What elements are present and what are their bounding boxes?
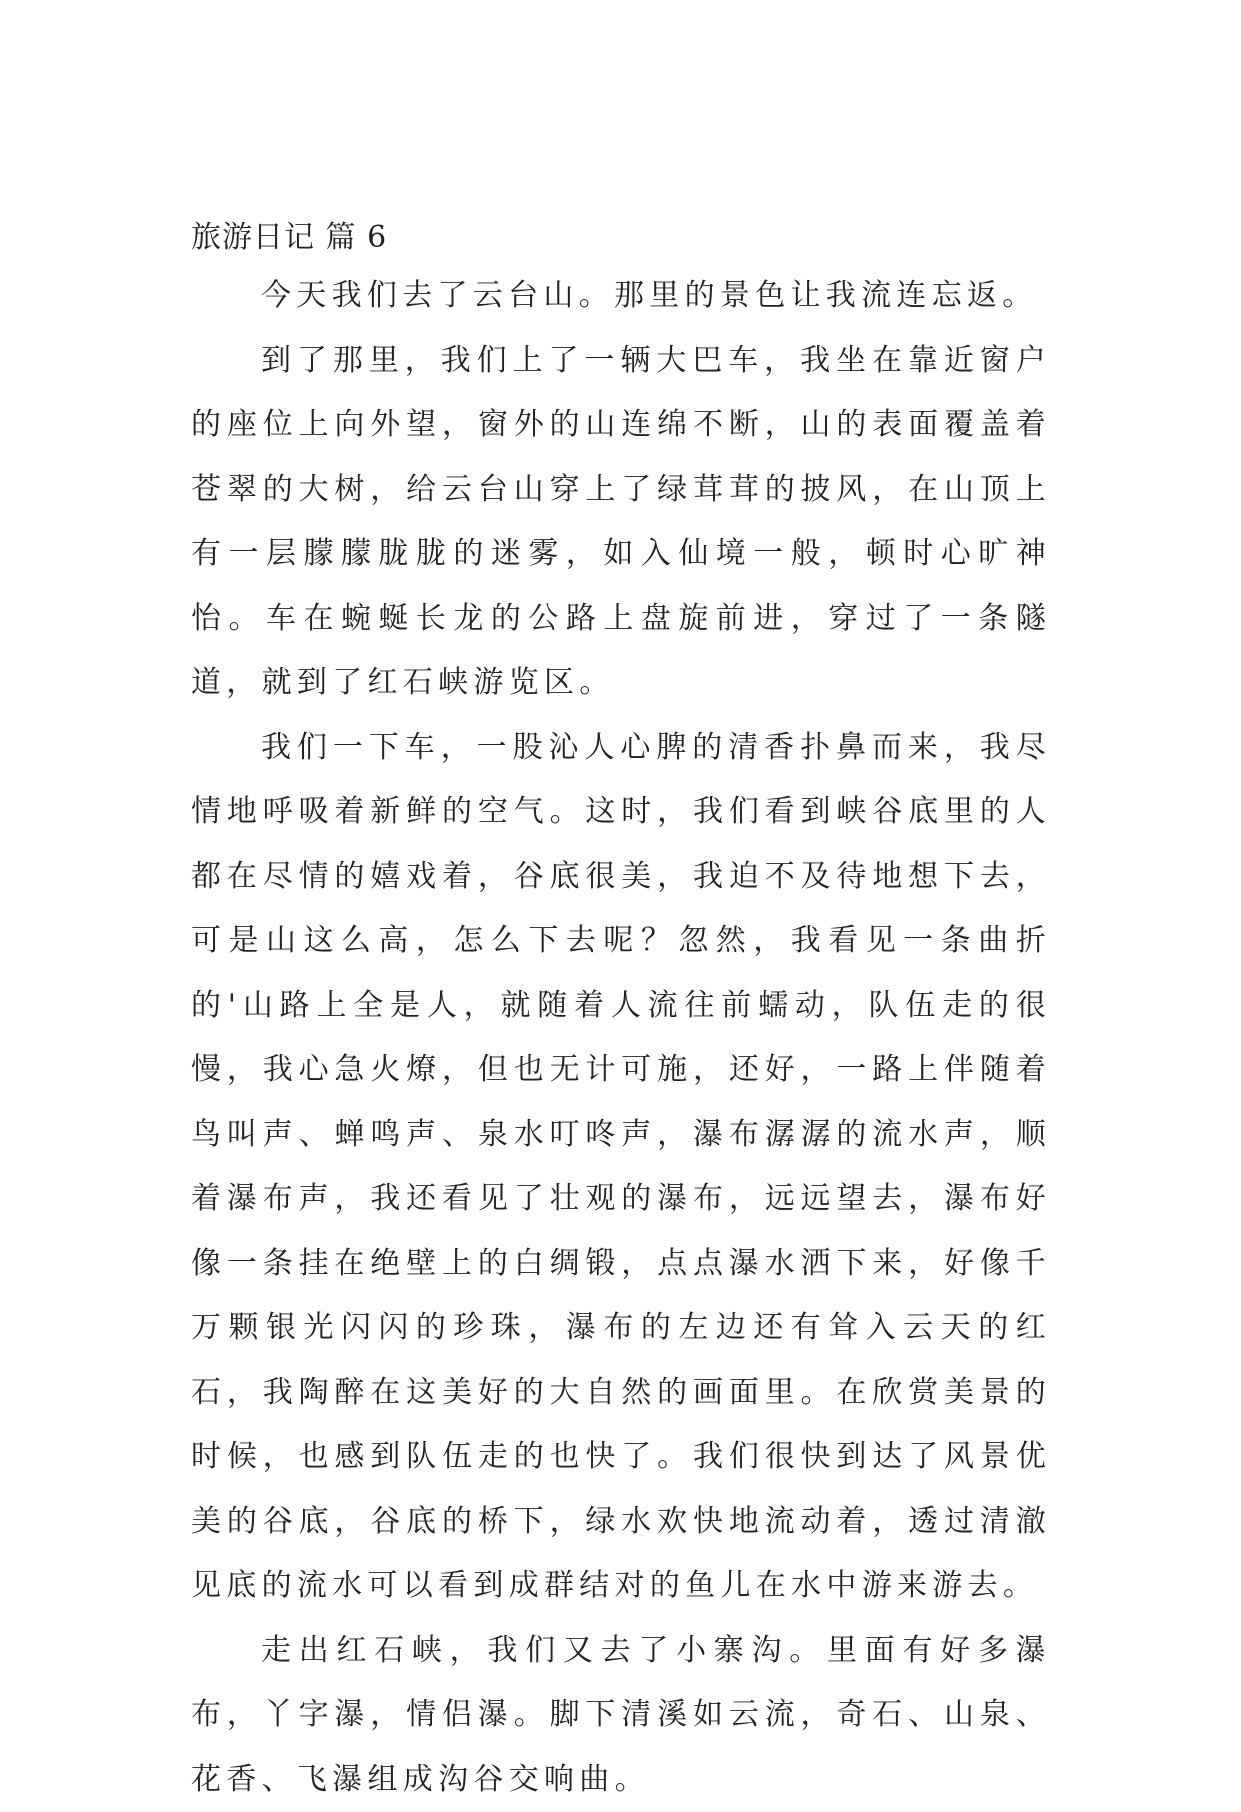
document-page [191,218,1051,1812]
paragraph-4: 走出红石峡，我们又去了小寨沟。里面有好多瀑布，丫字瀑，情侣瀑。脚下清溪如云流，奇石、山泉、花香、飞瀑组成沟谷交响曲。 [191,1619,1051,1812]
document-title: 旅游日记 篇 6 [191,218,1051,258]
paragraph-2: 到了那里，我们上了一辆大巴车，我坐在靠近窗户的座位上向外望，窗外的山连绵不断，山的表面覆盖着苍翠的大树，给云台山穿上了绿茸茸的披风，在山顶上有一层朦朦胧胧的迷雾，如入仙境一般，顿时心旷神怡。车在蜿蜒长龙的公路上盘旋前进，穿过了一条隧道，就到了红石峡游览区。 [191,329,1051,716]
paragraph-1: 今天我们去了云台山。那里的景色让我流连忘返。 [191,264,1051,329]
paragraph-3: 我们一下车，一股沁人心脾的清香扑鼻而来，我尽情地呼吸着新鲜的空气。这时，我们看到峡谷底里的人都在尽情的嬉戏着，谷底很美，我迫不及待地想下去，可是山这么高，怎么下去呢？忽然，我看见一条曲折的'山路上全是人，就随着人流往前蠕动，队伍走的很慢，我心急火燎，但也无计可施，还好，一路上伴随着鸟叫声、蝉鸣声、泉水叮咚声，瀑布潺潺的流水声，顺着瀑布声，我还看见了壮观的瀑布，远远望去，瀑布好像一条挂在绝壁上的白绸锻，点点瀑水洒下来，好像千万颗银光闪闪的珍珠，瀑布的左边还有耸入云天的红石，我陶醉在这美好的大自然的画面里。在欣赏美景的时候，也感到队伍走的也快了。我们很快到达了风景优美的谷底，谷底的桥下，绿水欢快地流动着，透过清澈见底的流水可以看到成群结对的鱼儿在水中游来游去。 [191,716,1051,1619]
